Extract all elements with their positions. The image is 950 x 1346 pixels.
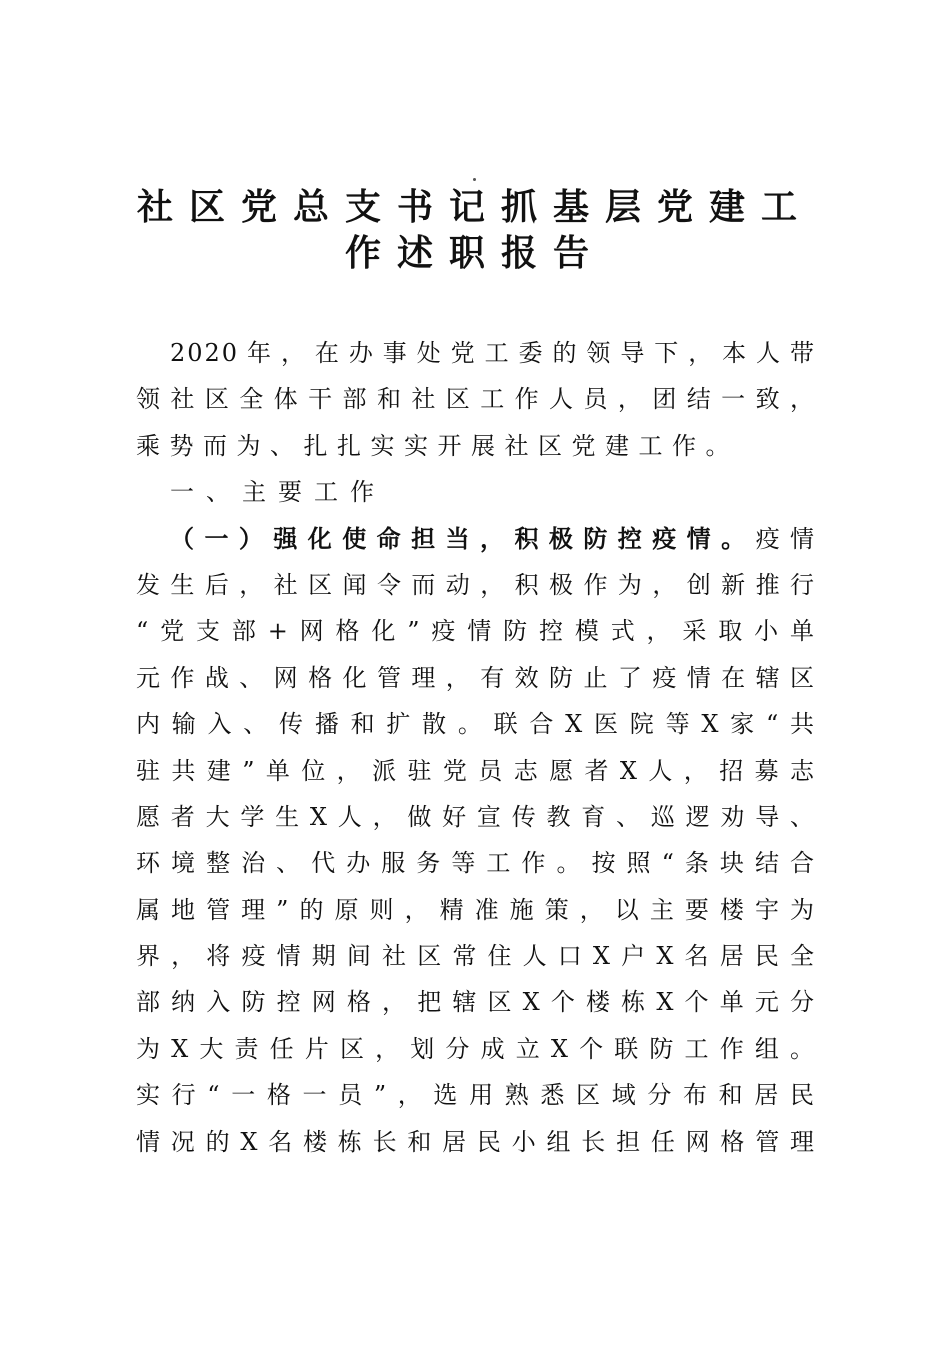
- paragraph-2-line-8: 属地管理”的原则，精准施策，以主要楼宇为: [136, 895, 816, 924]
- paragraph-2-line-1: 发生后，社区闻令而动，积极作为，创新推行: [136, 570, 816, 599]
- paragraph-2-line-7: 环境整治、代办服务等工作。按照“条块结合: [136, 849, 816, 878]
- paragraph-2-line-13: 情况的X名楼栋长和居民小组长担任网格管理: [136, 1127, 816, 1156]
- paragraph-1-line-3: 乘势而为、扎扎实实开展社区党建工作。: [136, 431, 739, 460]
- subsection-1-heading: （一）强化使命担当，积极防控疫情。: [170, 524, 756, 553]
- paragraph-1-line-1: 2020年，在办事处党工委的领导下，本人带: [170, 339, 816, 367]
- subsection-1-text-start: 疫情: [755, 524, 817, 553]
- paragraph-2-line-10: 部纳入防控网格，把辖区X个楼栋X个单元分: [136, 988, 816, 1017]
- paragraph-2-line-3: 元作战、网格化管理，有效防止了疫情在辖区: [136, 663, 816, 692]
- title-line-1: 社区党总支书记抓基层党建工: [136, 187, 813, 228]
- document-title: [130, 185, 820, 277]
- paragraph-2-line-11: 为X大责任片区，划分成立X个联防工作组。: [136, 1034, 816, 1063]
- paragraph-1-line-2: 领社区全体干部和社区工作人员，团结一致，: [136, 385, 816, 414]
- paragraph-2-line-5: 驻共建”单位，派驻党员志愿者X人，招募志: [136, 756, 816, 785]
- paragraph-2-line-4: 内输入、传播和扩散。联合X医院等X家“共: [136, 710, 816, 739]
- subsection-1-line-1: [136, 516, 816, 562]
- document-body: [136, 330, 816, 1165]
- paragraph-2-line-6: 愿者大学生X人，做好宣传教育、巡逻劝导、: [136, 802, 816, 831]
- paragraph-2-line-2: “党支部+网格化”疫情防控模式，采取小单: [136, 617, 816, 646]
- title-line-2: 作述职报告: [344, 233, 605, 274]
- paragraph-2-line-12: 实行“一格一员”，选用熟悉区域分布和居民: [136, 1081, 816, 1110]
- section-heading: 一、主要工作: [170, 478, 386, 507]
- dot-mark: [473, 178, 476, 181]
- paragraph-2-line-9: 界，将疫情期间社区常住人口X户X名居民全: [136, 942, 816, 971]
